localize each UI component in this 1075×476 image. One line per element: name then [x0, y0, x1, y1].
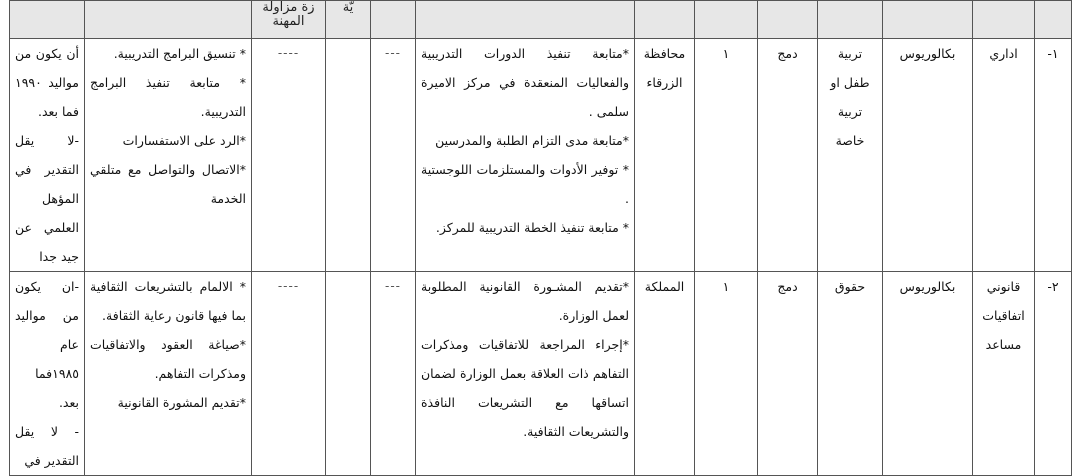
- license-dash-cell: ----: [252, 272, 326, 476]
- duty-item: *الرد على الاستفسارات: [122, 133, 246, 148]
- task-item: *تقديم المشـورة القانونية المطلوبة لعمل الوزارة.: [421, 279, 629, 323]
- row-number: ١-: [1035, 39, 1072, 272]
- duty-item: * الالمام بالتشريعات الثقافية بما فيها قانون رعاية الثقافة.: [90, 279, 246, 323]
- empty-dash-cell: ---: [371, 272, 416, 476]
- header-cell: [1035, 1, 1072, 39]
- condition-item: أن يكون من مواليد ١٩٩٠ فما بعد.: [15, 46, 79, 119]
- table-row: [10, 39, 1072, 272]
- tasks-cell: [416, 39, 635, 272]
- task-item: *متابعة مدى التزام الطلبة والمدرسين: [435, 133, 629, 148]
- tasks-cell: [416, 272, 635, 476]
- empty-dash-cell: [326, 39, 371, 272]
- duty-item: * تنسيق البرامج التدريبية.: [113, 46, 246, 61]
- duties-cell: [85, 39, 252, 272]
- job-title: اداري: [973, 39, 1035, 272]
- duty-item: * متابعة تنفيذ البرامج التدريبية.: [90, 75, 246, 119]
- row-number: ٢-: [1035, 272, 1072, 476]
- table-row: [10, 272, 1072, 476]
- header-cell: [416, 1, 635, 39]
- condition-item: -لا يقل التقدير في المؤهل العلمي عن جيد جدا: [15, 133, 79, 264]
- specialization: حقوق: [818, 272, 883, 476]
- header-cell: [973, 1, 1035, 39]
- location: المملكة: [635, 272, 695, 476]
- header-cell: [758, 1, 818, 39]
- duty-item: *صياغة العقود والاتفاقيات ومذكرات التفاهم.: [90, 337, 246, 381]
- header-cell: [695, 1, 758, 39]
- job-title: قانوني اتفاقيات مساعد: [973, 272, 1035, 476]
- jobs-table: [9, 0, 1072, 476]
- conditions-cell: [10, 39, 85, 272]
- header-cell: [883, 1, 973, 39]
- header-cell: [818, 1, 883, 39]
- header-cell: [85, 1, 252, 39]
- task-item: *إجراء المراجعة للاتفاقيات ومذكرات التفاهم ذات العلاقة بعمل الوزارة لضمان اتساقها مع التشريعات النافذة والتشريعات الثقافية.: [421, 337, 629, 439]
- task-item: * توفير الأدوات والمستلزمات اللوجستية .: [421, 162, 629, 206]
- header-license: زة مزاولة المهنة: [252, 1, 326, 39]
- header-cell: [635, 1, 695, 39]
- header-cell: [10, 1, 85, 39]
- header-cell: يّة: [326, 1, 371, 39]
- task-item: * متابعة تنفيذ الخطة التدريبية للمركز.: [435, 220, 629, 235]
- qualification: بكالوريوس: [883, 272, 973, 476]
- empty-dash-cell: [326, 272, 371, 476]
- duty-item: *الاتصال والتواصل مع متلقي الخدمة: [90, 162, 246, 206]
- condition-item: - لا يقل التقدير في: [15, 424, 79, 468]
- license-dash-cell: ----: [252, 39, 326, 272]
- qualification: بكالوريوس: [883, 39, 973, 272]
- empty-dash-cell: ---: [371, 39, 416, 272]
- duties-cell: [85, 272, 252, 476]
- specialization: تربية طفل او تربية خاصة: [818, 39, 883, 272]
- employment-type: دمج: [758, 39, 818, 272]
- employment-type: دمج: [758, 272, 818, 476]
- duty-item: *تقديم المشورة القانونية: [117, 395, 246, 410]
- header-row: [10, 1, 1072, 39]
- condition-item: -ان يكون من مواليد عام ١٩٨٥فما بعد.: [15, 279, 79, 410]
- task-item: *متابعة تنفيذ الدورات التدريبية والفعاليات المنعقدة في مركز الاميرة سلمى .: [421, 46, 629, 119]
- vacancy-count: ١: [695, 272, 758, 476]
- vacancy-count: ١: [695, 39, 758, 272]
- conditions-cell: [10, 272, 85, 476]
- location: محافظة الزرقاء: [635, 39, 695, 272]
- header-cell: [371, 1, 416, 39]
